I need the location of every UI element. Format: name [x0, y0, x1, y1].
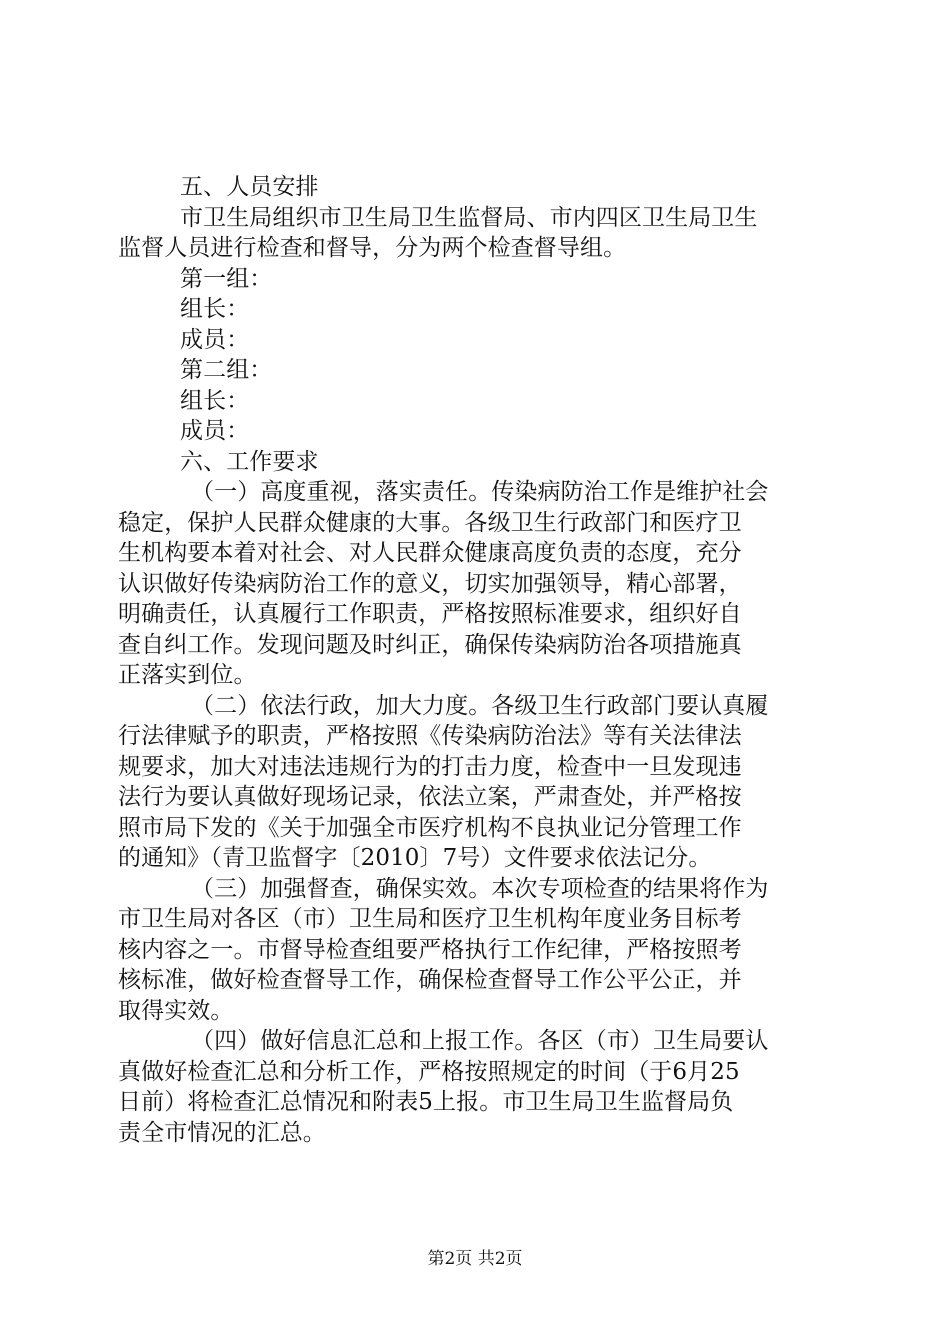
paragraph-line: 核内容之一。市督导检查组要严格执行工作纪律，严格按照考	[118, 936, 742, 963]
paragraph-line: （四）做好信息汇总和上报工作。各区（市）卫生局要认	[191, 1028, 769, 1054]
paragraph-line: 真做好检查汇总和分析工作，严格按照规定的时间（于6月25	[118, 1058, 740, 1085]
group-members-label: 成员：	[180, 326, 250, 353]
paragraph-line: 法行为要认真做好现场记录，依法立案，严肃查处，并严格按	[118, 784, 742, 810]
paragraph-line: 日前）将检查汇总情况和附表5上报。市卫生局卫生监督局负	[118, 1089, 734, 1115]
paragraph-line: 明确责任，认真履行工作职责，严格按照标准要求，组织好自	[118, 601, 742, 627]
paragraph-line: 监督人员进行检查和督导，分为两个检查督导组。	[118, 235, 627, 261]
paragraph-line: （三）加强督查，确保实效。本次专项检查的结果将作为	[191, 875, 769, 902]
paragraph-line: 的通知》（青卫监督字〔2010〕7号）文件要求依法记分。	[118, 845, 712, 871]
page-number-footer: 第2页 共2页	[427, 1249, 523, 1269]
group-leader-label: 组长：	[180, 387, 250, 414]
document-body	[118, 172, 832, 1148]
paragraph-line: 正落实到位。	[118, 662, 257, 688]
paragraph-line: 行法律赋予的职责，严格按照《传染病防治法》等有关法律法	[118, 723, 742, 749]
section-heading: 六、工作要求	[180, 448, 319, 475]
paragraph-line: 核标准，做好检查督导工作，确保检查督导工作公平公正，并	[118, 967, 742, 993]
paragraph-line: 市卫生局对各区（市）卫生局和医疗卫生机构年度业务目标考	[118, 906, 742, 932]
paragraph-line: 查自纠工作。发现问题及时纠正，确保传染病防治各项措施真	[118, 631, 742, 658]
paragraph-line: （一）高度重视，落实责任。传染病防治工作是维护社会	[191, 479, 769, 505]
paragraph-line: 认识做好传染病防治工作的意义，切实加强领导，精心部署，	[118, 570, 742, 597]
group-label: 第二组：	[180, 357, 273, 383]
group-leader-label: 组长：	[180, 296, 250, 322]
paragraph-line: 规要求，加大对违法违规行为的打击力度，检查中一旦发现违	[118, 753, 742, 780]
paragraph-line: 照市局下发的《关于加强全市医疗机构不良执业记分管理工作	[118, 814, 742, 841]
group-members-label: 成员：	[180, 418, 250, 444]
section-heading: 五、人员安排	[180, 174, 319, 200]
paragraph-line: （二）依法行政，加大力度。各级卫生行政部门要认真履	[191, 692, 769, 719]
paragraph-line: 市卫生局组织市卫生局卫生监督局、市内四区卫生局卫生	[180, 204, 758, 231]
paragraph-line: 生机构要本着对社会、对人民群众健康高度负责的态度，充分	[118, 540, 742, 566]
paragraph-line: 责全市情况的汇总。	[118, 1119, 326, 1146]
paragraph-line: 稳定，保护人民群众健康的大事。各级卫生行政部门和医疗卫	[118, 509, 742, 536]
group-label: 第一组：	[180, 265, 273, 292]
paragraph-line: 取得实效。	[118, 997, 234, 1024]
